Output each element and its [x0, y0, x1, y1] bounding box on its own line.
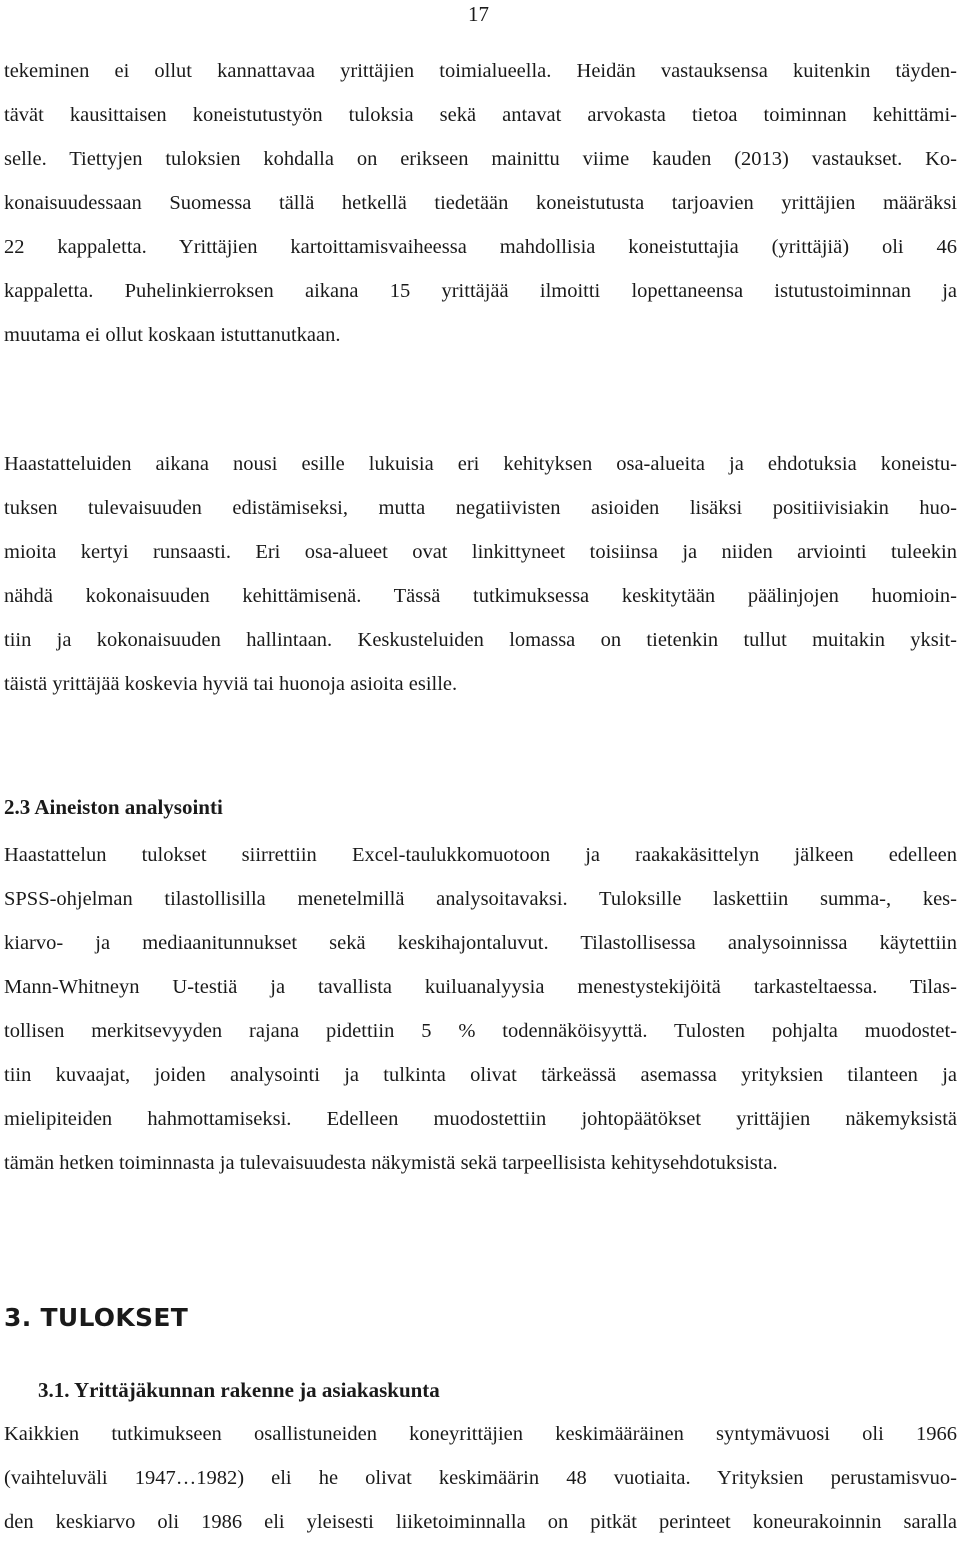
paragraph-4 [4, 1412, 957, 1544]
text-line: mioita kertyi runsaasti. Eri osa-alueet ovat linkittyneet toisiinsa ja niiden arviointi tuleekin [4, 541, 957, 563]
text-line: nähdä kokonaisuuden kehittämisenä. Tässä tutkimuksessa keskitytään päälinjojen huomioin- [4, 585, 957, 607]
chapter-heading-3: 3. TULOKSET [4, 1303, 189, 1332]
text-line: täistä yrittäjää koskevia hyviä tai huonoja asioita esille. [4, 673, 458, 695]
section-heading-3-1: 3.1. Yrittäjäkunnan rakenne ja asiakaskunta [38, 1378, 440, 1402]
text-line: tekeminen ei ollut kannattavaa yrittäjien toimialueella. Heidän vastauksensa kuitenkin täyden- [4, 60, 957, 82]
text-line: tollisen merkitsevyyden rajana pidettiin 5 % todennäköisyyttä. Tulosten pohjalta muodostet- [4, 1020, 957, 1042]
text-line: tiin ja kokonaisuuden hallintaan. Keskusteluiden lomassa on tietenkin tullut muitakin yksit- [4, 629, 957, 651]
text-line: tuksen tulevaisuuden edistämiseksi, mutta negatiivisten asioiden lisäksi positiivisiakin huo- [4, 497, 957, 519]
text-line: (vaihteluväli 1947…1982) eli he olivat keskimäärin 48 vuotiaita. Yrityksien perustamisvuo- [4, 1467, 957, 1489]
text-line: den keskiarvo oli 1986 eli yleisesti liiketoiminnalla on pitkät perinteet koneurakoinnin saralla [4, 1511, 957, 1533]
paragraph-3 [4, 833, 957, 1185]
text-line: kappaletta. Puhelinkierroksen aikana 15 yrittäjää ilmoitti lopettaneensa istutustoiminnan ja [4, 280, 957, 302]
text-line: Kaikkien tutkimukseen osallistuneiden koneyrittäjien keskimääräinen syntymävuosi oli 1966 [4, 1423, 957, 1445]
text-line: tiin kuvaajat, joiden analysointi ja tulkinta olivat tärkeässä asemassa yrityksien tilanteen ja [4, 1064, 957, 1086]
paragraph-2 [4, 442, 957, 706]
text-line: Haastattelun tulokset siirrettiin Excel-taulukkomuotoon ja raakakäsittelyn jälkeen edelleen [4, 844, 957, 866]
text-line: konaisuudessaan Suomessa tällä hetkellä tiedetään koneistutusta tarjoavien yrittäjien määräksi [4, 192, 957, 214]
text-line: kiarvo- ja mediaanitunnukset sekä keskihajontaluvut. Tilastollisessa analysoinnissa käytettiin [4, 932, 957, 954]
text-line: selle. Tiettyjen tuloksien kohdalla on erikseen mainittu viime kauden (2013) vastaukset. Ko- [4, 148, 957, 170]
paragraph-1 [4, 49, 957, 357]
text-line: mielipiteiden hahmottamiseksi. Edelleen muodostettiin johtopäätökset yrittäjien näkemyksistä [4, 1108, 957, 1130]
text-line: tämän hetken toiminnasta ja tulevaisuudesta näkymistä sekä tarpeellisista kehitysehdotuksista. [4, 1152, 778, 1174]
text-line: muutama ei ollut koskaan istuttanutkaan. [4, 324, 341, 346]
text-line: 22 kappaletta. Yrittäjien kartoittamisvaiheessa mahdollisia koneistuttajia (yrittäjiä) oli 46 [4, 236, 957, 258]
page-number: 17 [468, 2, 489, 26]
text-line: Haastatteluiden aikana nousi esille lukuisia eri kehityksen osa-alueita ja ehdotuksia koneistu- [4, 453, 957, 475]
text-line: Mann-Whitneyn U-testiä ja tavallista kuiluanalyysia menestystekijöitä tarkasteltaessa. Tilas- [4, 976, 957, 998]
section-heading-2-3: 2.3 Aineiston analysointi [4, 795, 223, 819]
text-line: SPSS-ohjelman tilastollisilla menetelmillä analysoitavaksi. Tuloksille laskettiin summa-, kes- [4, 888, 957, 910]
text-line: tävät kausittaisen koneistutustyön tuloksia sekä antavat arvokasta tietoa toiminnan kehittämi- [4, 104, 957, 126]
